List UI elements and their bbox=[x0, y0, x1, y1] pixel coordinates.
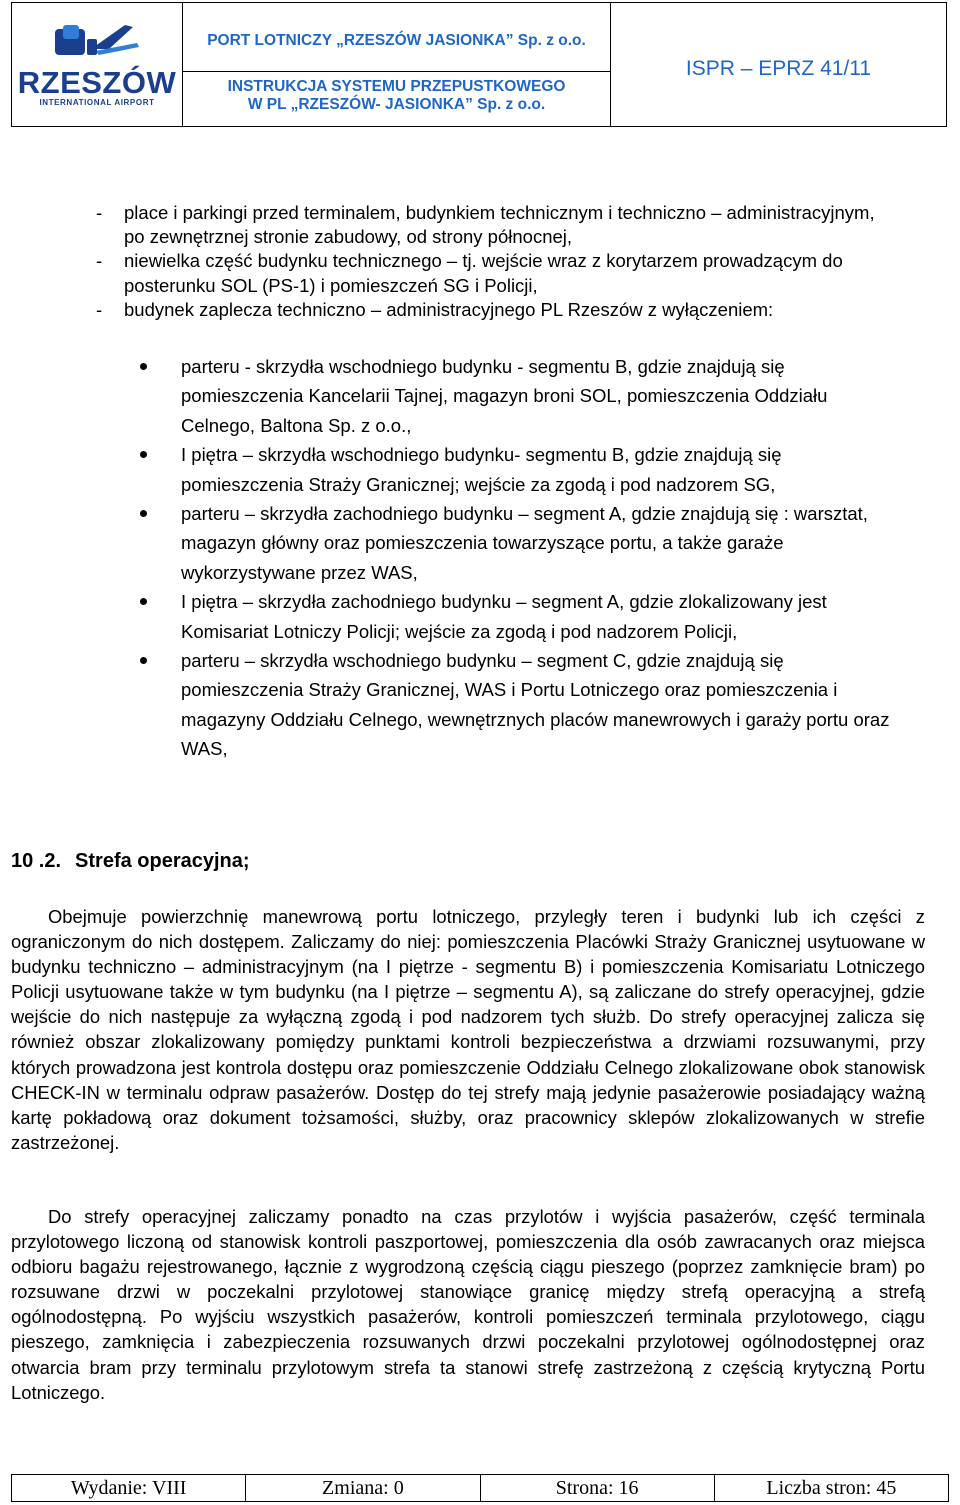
bullet-icon bbox=[140, 657, 147, 664]
airport-logo bbox=[18, 19, 177, 107]
bullet-text: parteru – skrzydła zachodniego budynku – segment A, gdzie znajdują się : warsztat, magazyn główny oraz pomieszczenia towarzyszące portu, a także garaże wykorzystywane przez WAS, bbox=[181, 503, 868, 583]
bullet-item bbox=[140, 440, 900, 499]
footer-edition: Wydanie: VIII bbox=[12, 1475, 246, 1502]
bullet-item bbox=[140, 352, 900, 440]
bullet-text: parteru - skrzydła wschodniego budynku - segmentu B, gdzie znajdują się pomieszczenia Kancelarii Tajnej, magazyn broni SOL, pomieszczenia Oddziału Celnego, Baltona Sp. z o.o., bbox=[181, 356, 828, 436]
section-number: 10 .2. bbox=[11, 850, 62, 872]
bullet-icon bbox=[140, 363, 147, 370]
footer-page-count: Liczba stron: 45 bbox=[714, 1475, 948, 1502]
instruction-title bbox=[183, 72, 610, 120]
section-title: Strefa operacyjna; bbox=[75, 850, 250, 872]
bullet-text: I piętra – skrzydła zachodniego budynku – segment A, gdzie zlokalizowany jest Komisariat Lotniczy Policji; wejście za zgodą i pod nadzorem Policji, bbox=[181, 591, 827, 642]
bullet-icon bbox=[140, 451, 147, 458]
list-marker: - bbox=[96, 202, 103, 223]
footer-page: Strona: 16 bbox=[480, 1475, 714, 1502]
instruction-title-line2: W PL „RZESZÓW- JASIONKA” Sp. z o.o. bbox=[247, 95, 546, 113]
logo-subtitle: INTERNATIONAL AIRPORT bbox=[39, 98, 155, 107]
list-marker: - bbox=[96, 298, 103, 320]
list-item-text: niewielka część budynku technicznego – tj. wejście wraz z korytarzem prowadzącym do posterunku SOL (PS-1) i pomieszczeń SG i Policji, bbox=[124, 250, 843, 296]
bullet-icon bbox=[140, 510, 147, 517]
bullet-item bbox=[140, 646, 900, 764]
list-item bbox=[96, 249, 896, 297]
bullet-text: I piętra – skrzydła wschodniego budynku- segmentu B, gdzie znajdują się pomieszczenia Straży Granicznej; wejście za zgodą i pod nadzorem SG, bbox=[181, 444, 782, 495]
list-item-text: budynek zaplecza techniczno – administracyjnego PL Rzeszów z wyłączeniem: bbox=[124, 298, 774, 320]
title-cell bbox=[183, 3, 611, 127]
list-item-text: place i parkingi przed terminalem, budynkiem technicznym i techniczno – administracyjnym, po zewnętrznej stronie zabudowy, od strony północnej, bbox=[124, 202, 875, 248]
document-code: ISPR – EPRZ 41/11 bbox=[685, 56, 872, 80]
plane-emblem-icon bbox=[51, 19, 143, 61]
list-item bbox=[96, 201, 896, 249]
paragraph: Do strefy operacyjnej zaliczamy ponadto na czas przylotów i wyjścia pasażerów, część terminala przylotowego liczoną od stanowisk kontroli paszportowej, pomieszczenia dla osób zawracanych oraz miejsca odbioru bagażu rejestrowanego, łącznie z wygrodzoną częścią ciągu pieszego (poprzez zamknięcie bram) po rozsuwane drzwi w poczekalni przylotowej stanowiące granicę między strefą operacyjną a strefą ogólnodostępną. Po wyjściu wszystkich pasażerów, kontroli pomieszczeń terminala przylotowego, ciągu pieszego, zamknięcia i zabezpieczenia rozsuwanych drzwi poczekalni przylotowej ogólnodostępnej oraz otwarcia bram przy terminalu przylotowym strefa ta stanowi strefę zastrzeżoną z częścią krytyczną Portu Lotniczego. bbox=[11, 1206, 925, 1403]
exclusion-bullet-list bbox=[140, 352, 900, 764]
list-item bbox=[96, 298, 896, 322]
bullet-text: parteru – skrzydła wschodniego budynku – segment C, gdzie znajdują się pomieszczenia Straży Granicznej, WAS i Portu Lotniczego oraz pomieszczenia i magazyny Oddziału Celnego, wewnętrznych placów manewrowych i garaży portu oraz WAS, bbox=[181, 650, 890, 760]
paragraph: Obejmuje powierzchnię manewrową portu lotniczego, przyległy teren i budynki lub ich części z ograniczonym do nich dostępem. Zaliczamy do niej: pomieszczenia Placówki Straży Granicznej usytuowane w budynku techniczno – administracyjnym (na I piętrze - segmentu B) i pomieszczenia Komisariatu Lotniczego Policji usytuowane także w tym budynku (na I piętrze – segmentu A), są zaliczane do strefy operacyjnej, gdzie wejście do nich następuje za wyłączną zgodą i pod nadzorem tych służb. Do strefy operacyjnej zalicza się również obszar zlokalizowany pomiędzy punktami kontroli bezpieczeństwa a drzwiami rozsuwanymi, przy których prowadzona jest kontrola dostępu oraz pomieszczenie Oddziału Celnego zlokalizowane obok stanowisk CHECK-IN w terminalu odpraw pasażerów. Dostęp do tej strefy mają jedynie pasażerowie posiadający ważną kartę pokładową oraz dokument tożsamości, służby, oraz pracownicy sklepów zlokalizowanych w strefie zastrzeżonej. bbox=[11, 906, 925, 1153]
company-name: PORT LOTNICZY „RZESZÓW JASIONKA” Sp. z o.o. bbox=[183, 10, 610, 72]
bullet-item bbox=[140, 499, 900, 587]
logo-cell bbox=[12, 3, 183, 127]
footer-change: Zmiana: 0 bbox=[246, 1475, 480, 1502]
bullet-icon bbox=[140, 598, 147, 605]
document-footer bbox=[11, 1474, 949, 1502]
instruction-title-line1: INSTRUKCJA SYSTEMU PRZEPUSTKOWEGO bbox=[227, 77, 566, 95]
document-header bbox=[11, 2, 947, 127]
section-heading bbox=[11, 850, 250, 873]
logo-wordmark: RZESZÓW bbox=[17, 65, 177, 100]
dash-list bbox=[96, 201, 896, 322]
list-marker: - bbox=[96, 250, 103, 272]
bullet-item bbox=[140, 587, 900, 646]
doc-code-cell bbox=[611, 3, 947, 127]
